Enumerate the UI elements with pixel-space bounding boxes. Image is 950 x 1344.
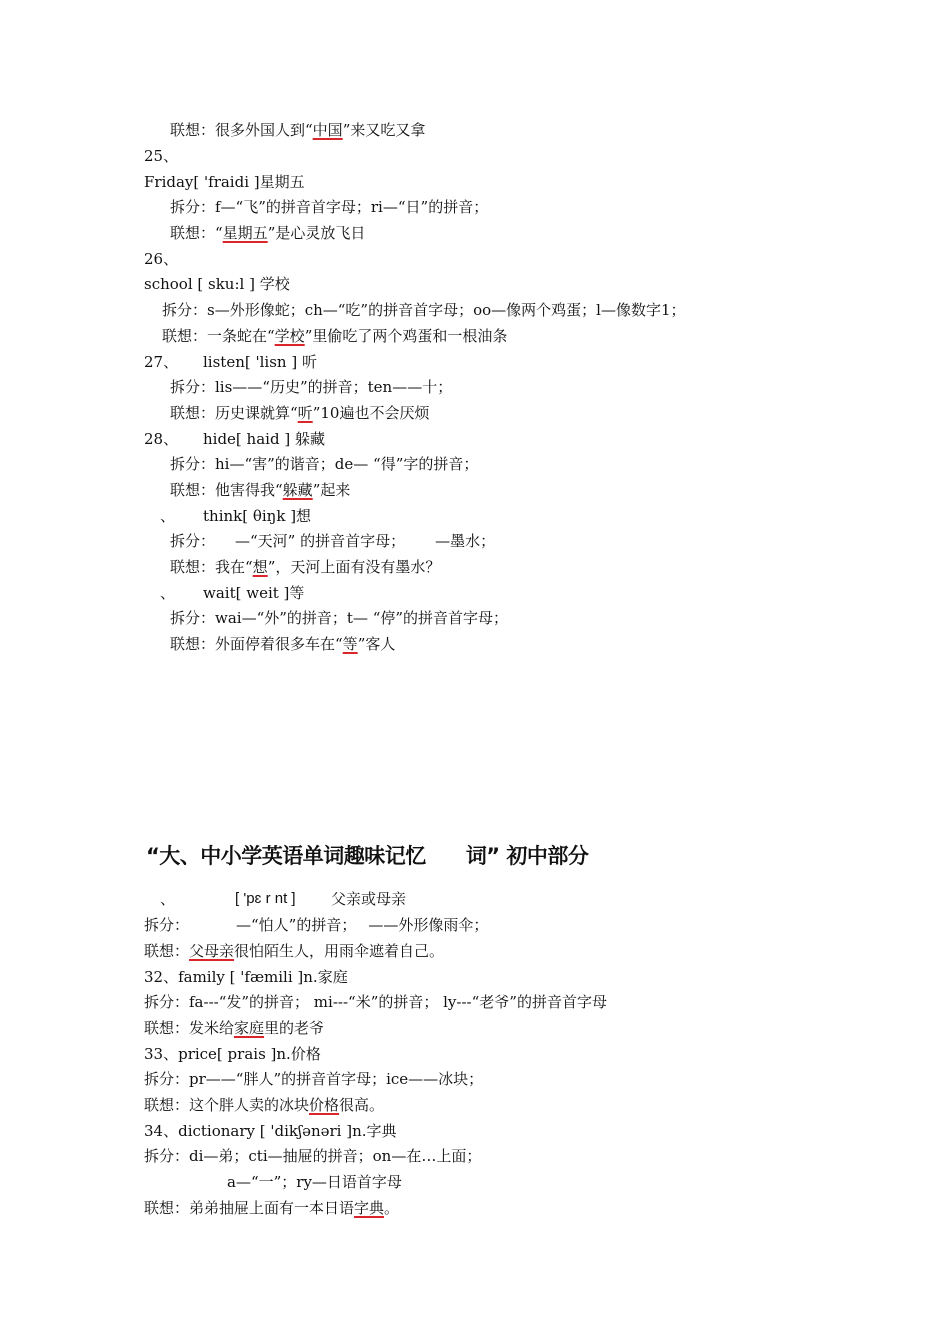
keyword: 等 [342,635,358,653]
section-heading [146,842,588,870]
text: ——外形像雨伞； [368,916,489,934]
word-entry: school [ sku:l ] 学校 [144,275,290,293]
split-line: a—“一”；ry—日语首字母 [227,1173,402,1191]
entry-number: 27、 [144,353,179,371]
note-line [162,326,507,346]
entry-number: 、 [160,890,176,908]
text: —“天河” 的拼音首字母； [235,532,406,550]
split-line [170,531,495,551]
keyword: 父母亲 [189,942,235,960]
text: ”10遍也不会厌烦 [312,404,430,422]
keyword: 学校 [274,327,305,345]
word-meaning: 父亲或母亲 [331,890,407,908]
text: ”客人 [357,635,396,653]
text: —墨水； [435,532,496,550]
split-line: 拆分：wai—“外”的拼音；t— “停”的拼音首字母； [170,609,509,627]
text: 拆分： [170,532,216,550]
keyword: 想 [252,558,268,576]
text: 很怕陌生人，用雨伞遮着自己。 [234,942,445,960]
word-entry: 32、family [ 'fæmili ]n.家庭 [144,968,348,986]
text: —“怕人”的拼音； [236,916,357,934]
keyword: 中国 [312,121,343,139]
keyword: 价格 [309,1096,340,1114]
heading-text: “大、中小学英语单词趣味记忆 [146,844,426,868]
text: 拆分： [144,916,190,934]
text: ”起来 [312,481,351,499]
note-line [170,557,440,577]
text: 联想：这个胖人卖的冰块 [144,1096,310,1114]
text: 联想：一条蛇在“ [162,327,275,345]
keyword: 星期五 [222,224,268,242]
keyword: 躲藏 [282,481,313,499]
text: 联想：弟弟抽屉上面有一本日语 [144,1199,355,1217]
keyword: 家庭 [234,1019,265,1037]
entry-number: 28、 [144,430,179,448]
note-line [144,1018,324,1038]
text: 联想：“ [170,224,223,242]
split-line [144,915,488,935]
word-entry: 34、dictionary [ 'dikʃənəri ]n.字典 [144,1122,397,1140]
text: 。 [384,1199,400,1217]
note-line [170,403,429,423]
text: 联想：历史课就算“ [170,404,298,422]
entry-number: 、 [160,584,176,602]
text: ”是心灵放飞日 [267,224,366,242]
entry-number: 、 [160,507,176,525]
split-line: 拆分：di—弟；cti—抽屉的拼音；on—在…上面； [144,1147,482,1165]
split-line: 拆分：fa---“发”的拼音； mi---“米”的拼音； ly---“老爷”的拼音首字母 [144,993,607,1011]
note-line [144,941,444,961]
note-line [144,1095,384,1115]
note-line [170,120,425,140]
text: ”，天河上面有没有墨水？ [267,558,441,576]
keyword: 听 [297,404,313,422]
text: 里的老爷 [264,1019,325,1037]
text: 联想：我在“ [170,558,253,576]
keyword: 字典 [354,1199,385,1217]
text: 联想：他害得我“ [170,481,283,499]
split-line: 拆分：s—外形像蛇；ch—“吃”的拼音首字母；oo—像两个鸡蛋；l—像数字1； [162,301,686,319]
entry-number: 26、 [144,250,179,268]
text: ”里偷吃了两个鸡蛋和一根油条 [304,327,508,345]
text: 联想： [144,942,190,960]
note-line [170,634,395,654]
word-entry: listen[ 'lisn ] 听 [203,353,317,371]
split-line: 拆分：pr——“胖人”的拼音首字母；ice——冰块； [144,1070,484,1088]
text: ”来又吃又拿 [342,121,426,139]
phonetic: [ 'pɛ r nt ] [235,890,296,907]
note-line [170,223,365,243]
text: 联想：很多外国人到“ [170,121,313,139]
heading-text: 词” 初中部分 [465,844,589,868]
entry-number: 25、 [144,147,179,165]
text: 很高。 [339,1096,385,1114]
note-line [144,1198,399,1218]
word-entry: think[ θiŋk ]想 [203,507,312,525]
split-line: 拆分：lis——“历史”的拼音；ten——十； [170,378,453,396]
word-entry: wait[ weit ]等 [203,584,305,602]
word-entry: hide[ haid ] 躲藏 [203,430,325,448]
split-line: 拆分：f—“飞”的拼音首字母；ri—“日”的拼音； [170,198,489,216]
word-entry: Friday[ 'fraidi ]星期五 [144,173,305,191]
note-line [170,480,350,500]
text: 联想：外面停着很多车在“ [170,635,343,653]
word-entry: 33、price[ prais ]n.价格 [144,1045,321,1063]
split-line: 拆分：hi—“害”的谐音；de— “得”字的拼音； [170,455,479,473]
text: 联想：发米给 [144,1019,235,1037]
